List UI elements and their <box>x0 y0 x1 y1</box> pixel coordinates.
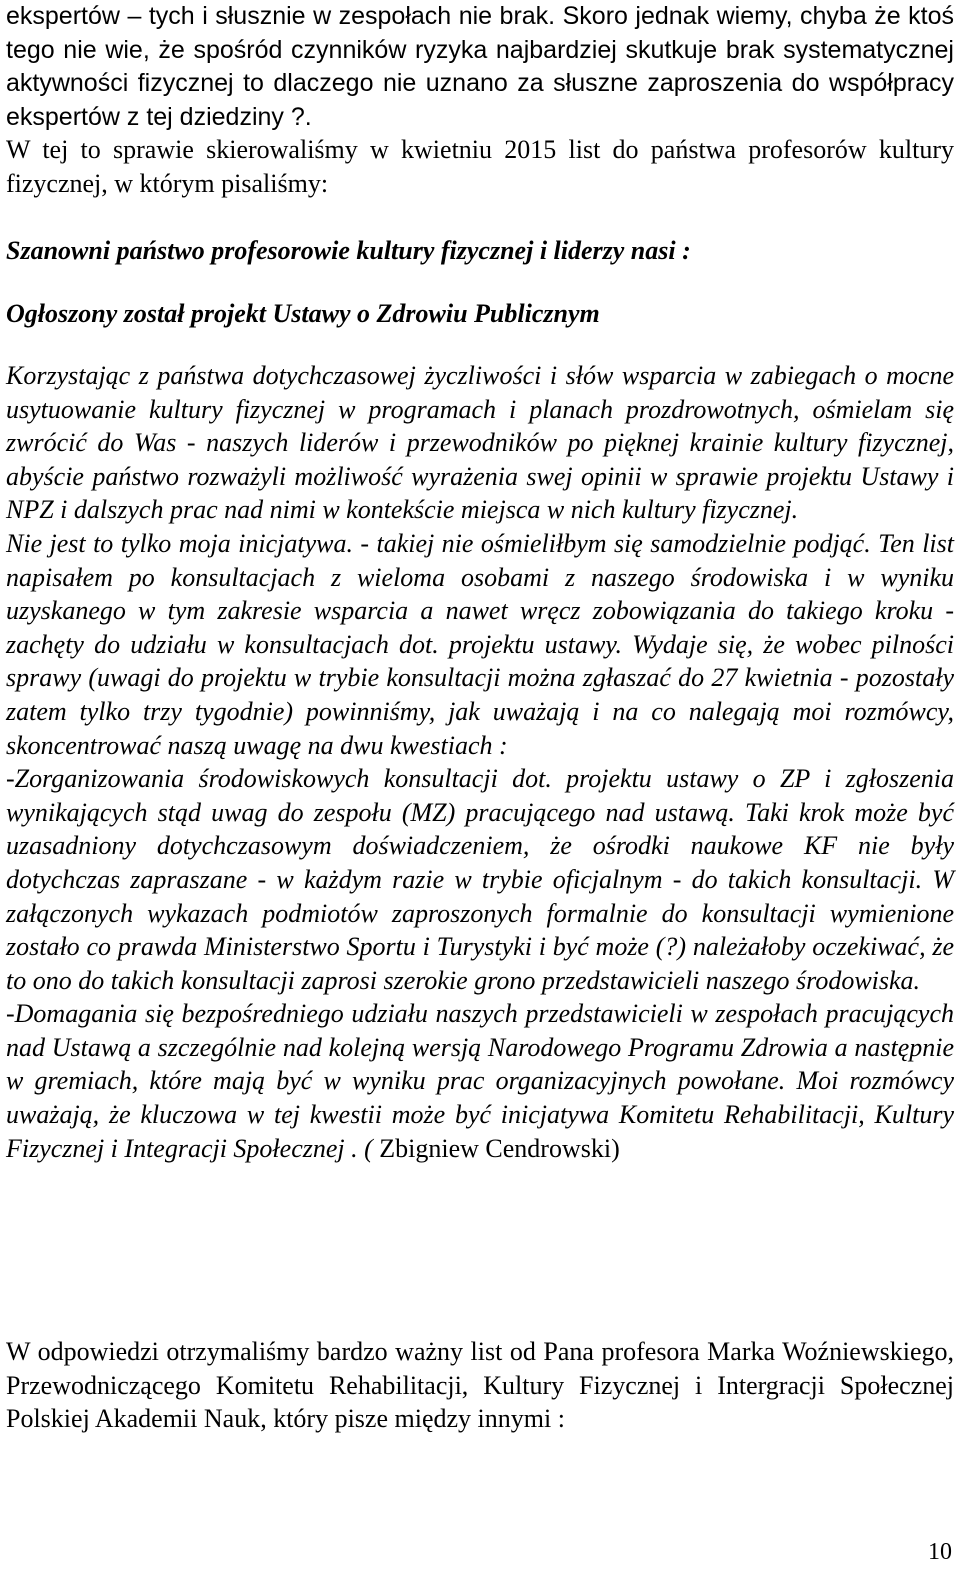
lead-paragraph: W tej to sprawie skierowaliśmy w kwietniu 2015 list do państwa profesorów kultury fizycznej, w którym pisaliśmy: <box>6 135 954 198</box>
reply-paragraph: W odpowiedzi otrzymaliśmy bardzo ważny list od Pana profesora Marka Woźniewskiego, Przewodniczącego Komitetu Rehabilitacji, Kultury Fizycznej i Intergracji Społecznej Polskiej Akademii Nauk, który pisze między innymi : <box>6 1337 954 1433</box>
intro-paragraph: ekspertów – tych i słusznie w zespołach nie brak. Skoro jednak wiemy, chyba że ktoś tego nie wie, że spośród czynników ryzyka najbardziej skutkuje brak systematycznej aktywności fizycznej to dlaczego nie uznano za słuszne zaproszenia do współpracy ekspertów z tej dziedziny ?. <box>6 2 954 131</box>
letter-paragraph-1: Korzystając z państwa dotychczasowej życzliwości i słów wsparcia w zabiegach o mocne usytuowanie kultury fizycznej w programach i planach prozdrowotnych, ośmielam się zwrócić do Was - naszych liderów i przewodników po pięknej krainie kultury fizycznej, abyście państwo rozważyli możliwość wyrażenia swej opinii w sprawie projektu Ustawy i NPZ i dalszych prac nad nimi w kontekście miejsca w nich kultury fizycznej. <box>6 361 954 525</box>
letter-paragraph-2: Nie jest to tylko moja inicjatywa. - takiej nie ośmieliłbym się samodzielnie podjąć. Ten list napisałem po konsultacjach z wieloma osobami z naszego środowiska i w wyniku uzyskanego w tym zakresie wsparcia a nawet wręcz zobowiązania do takiego kroku - zachęty do udziału w konsultacjach dot. projektu ustawy. Wydaje się, że wobec pilności sprawy (uwagi do projektu w trybie konsultacji można zgłaszać do 27 kwietnia - pozostały zatem tylko trzy tygodnie) powinniśmy, jak uważają i na co nalegają moi rozmówcy, skoncentrować naszą uwagę na dwu kwestiach : <box>6 528 954 760</box>
page-number: 10 <box>928 1539 952 1565</box>
letter-subject: Ogłoszony został projekt Ustawy o Zdrowiu Publicznym <box>6 299 600 328</box>
letter-signature: Zbigniew Cendrowski) <box>372 1133 620 1163</box>
letter-point-2-text: -Domagania się bezpośredniego udziału naszych przedstawicieli w zespołach pracujących nad Ustawą a szczególnie nad kolejną wersją Narodowego Programu Zdrowia a następnie w gremiach, które mają być w wyniku prac organizacyjnych powołane. Moi rozmówcy uważają, że kluczowa w tej kwestii może być inicjatywa Komitetu Rehabilitacji, Kultury Fizycznej i Integracji Społecznej . ( <box>6 999 954 1163</box>
letter-point-2 <box>6 997 954 1165</box>
letter-body <box>6 359 954 1165</box>
letter-greeting: Szanowni państwo profesorowie kultury fizycznej i liderzy nasi : <box>6 236 691 265</box>
letter-point-1: -Zorganizowania środowiskowych konsultacji dot. projektu ustawy o ZP i zgłoszenia wynikających stąd uwag do zespołu (MZ) pracującego nad ustawą. Taki krok może być uzasadniony dotychczasowym doświadczeniem, że ośrodki naukowe KF nie były dotychczas zapraszane - w każdym razie w trybie oficjalnym - do takich konsultacji. W załączonych wykazach podmiotów zaproszonych formalnie do konsultacji wymienione zostało co prawda Ministerstwo Sportu i Turystyki i być może (?) należałoby oczekiwać, że to ono do takich konsultacji zaprosi szerokie grono przedstawicieli naszego środowiska. <box>6 764 954 995</box>
